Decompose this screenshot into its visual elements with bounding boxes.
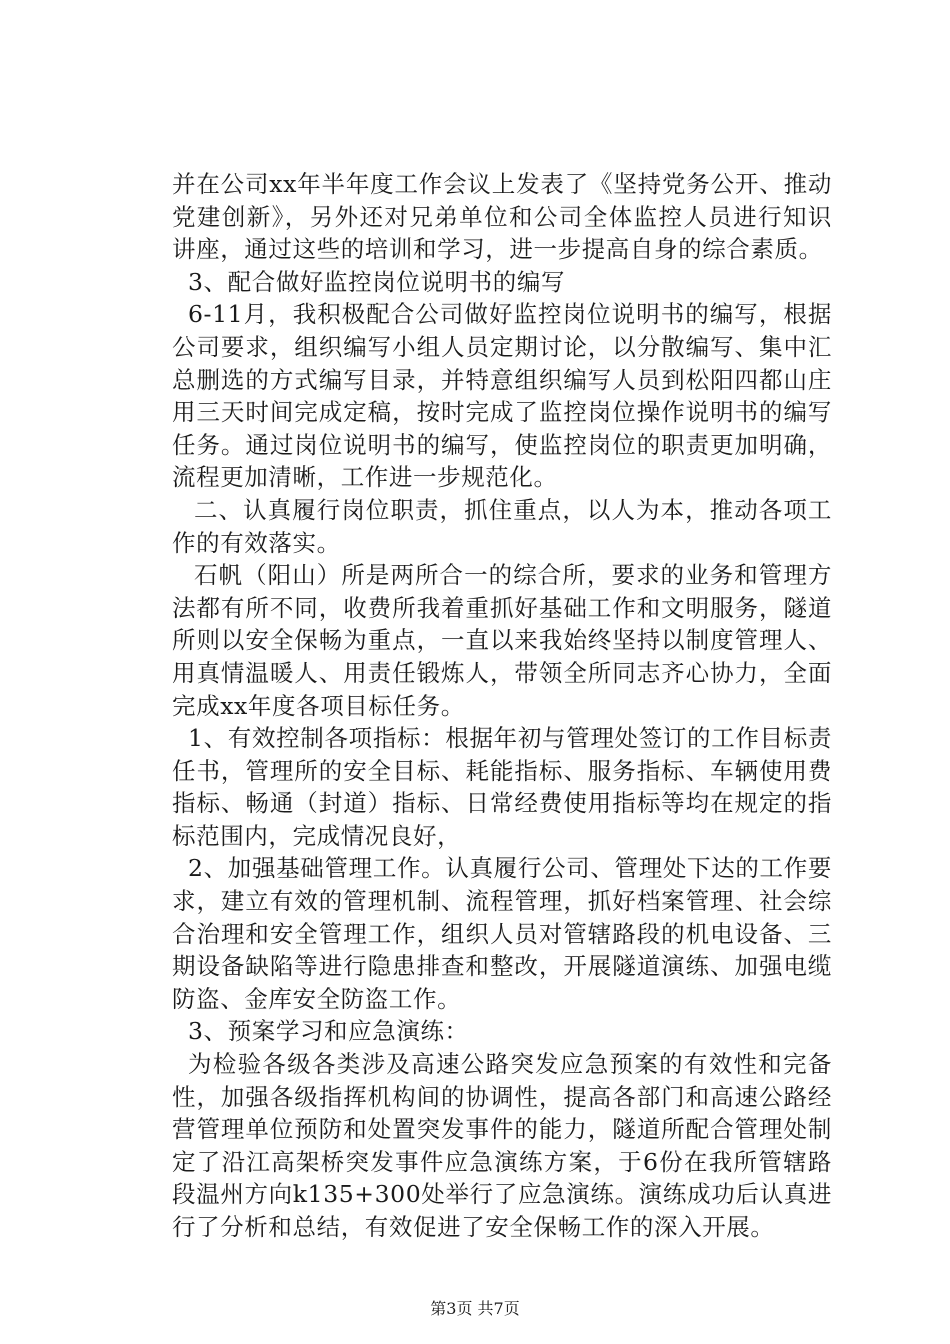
paragraph-shifan-station: 石帆（阳山）所是两所合一的综合所，要求的业务和管理方法都有所不同，收费所我着重抓好基础工作和文明服务，隧道所则以安全保畅为重点，一直以来我始终坚持以制度管理人、用真情温暖人、用责任锻炼人，带领全所同志齐心协力，全面完成xx年度各项目标任务。	[172, 561, 832, 720]
paragraph-section-two-heading: 二、认真履行岗位职责，抓住重点，以人为本，推动各项工作的有效落实。	[172, 495, 832, 557]
paragraph-emergency-drill: 为检验各级各类涉及高速公路突发应急预案的有效性和完备性，加强各级指挥机构间的协调性，提高各部门和高速公路经营管理单位预防和处置突发事件的能力，隧道所配合管理处制定了沿江高架桥突发事件应急演练方案，于6份在我所管辖路段温州方向k135+300处举行了应急演练。演练成功后认真进行了分析和总结，有效促进了安全保畅工作的深入开展。	[172, 1050, 832, 1241]
paragraph-item-1-indicators: 1、有效控制各项指标：根据年初与管理处签订的工作目标责任书，管理所的安全目标、耗能指标、服务指标、车辆使用费指标、畅通（封道）指标、日常经费使用指标等均在规定的指标范围内，完成情况良好，	[172, 724, 832, 850]
paragraph-item-2-management: 2、加强基础管理工作。认真履行公司、管理处下达的工作要求，建立有效的管理机制、流程管理，抓好档案管理、社会综合治理和安全管理工作，组织人员对管辖路段的机电设备、三期设备缺陷等进行隐患排查和整改，开展隧道演练、加强电缆防盗、金库安全防盗工作。	[172, 854, 832, 1013]
paragraph-monitoring-manual: 6-11月，我积极配合公司做好监控岗位说明书的编写，根据公司要求，组织编写小组人员定期讨论，以分散编写、集中汇总删选的方式编写目录，并特意组织编写人员到松阳四都山庄用三天时间完成定稿，按时完成了监控岗位操作说明书的编写任务。通过岗位说明书的编写，使监控岗位的职责更加明确，流程更加清晰，工作进一步规范化。	[172, 300, 832, 492]
paragraph-heading-3-monitoring: 3、配合做好监控岗位说明书的编写	[188, 267, 566, 296]
page-footer: 第3页 共7页	[430, 1299, 520, 1318]
paragraph-item-3-heading: 3、预案学习和应急演练：	[188, 1017, 469, 1046]
paragraph-continuation: 并在公司xx年半年度工作会议上发表了《坚持党务公开、推动党建创新》，另外还对兄弟单位和公司全体监控人员进行知识讲座，通过这些的培训和学习，进一步提高自身的综合素质。	[172, 170, 832, 264]
document-body	[172, 168, 832, 1244]
